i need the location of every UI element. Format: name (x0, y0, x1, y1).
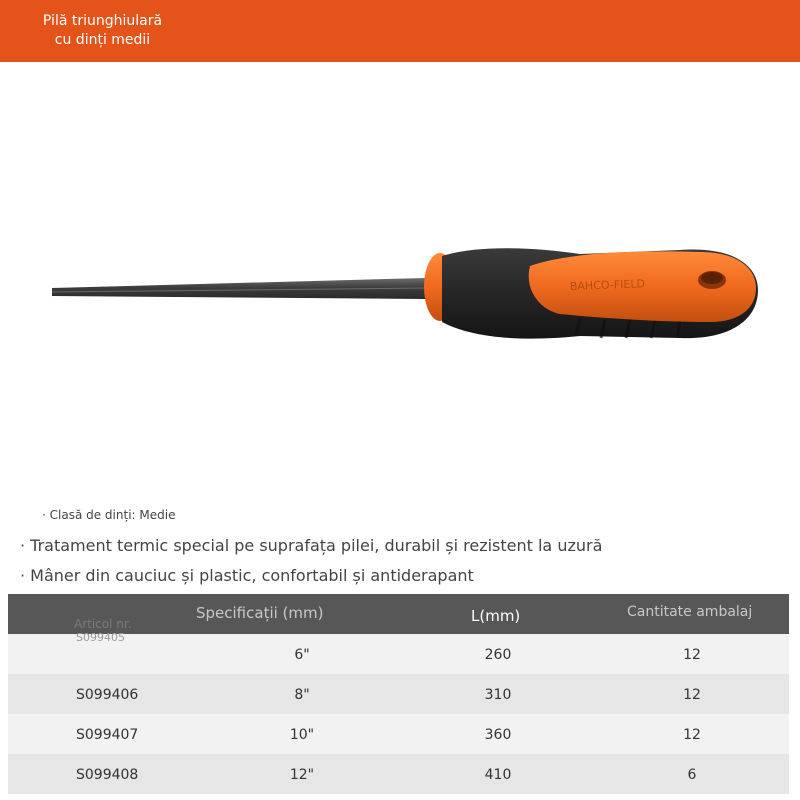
cell-qty: 12 (683, 687, 701, 703)
cell-length: 310 (484, 687, 512, 703)
cell-qty: 12 (683, 647, 701, 663)
cell-spec: 6" (294, 647, 310, 663)
cell-article: S099407 (76, 727, 139, 743)
table-row (8, 631, 789, 674)
brand-text: BAHCO-FIELD (569, 277, 646, 293)
product-title-line2: cu dinți medii (54, 32, 151, 48)
table-header (8, 594, 789, 634)
cell-spec: 10" (289, 727, 315, 743)
product-title-line1: Pilă triunghiulară (42, 13, 163, 29)
product-title (0, 12, 205, 50)
cell-length: 260 (484, 647, 512, 663)
cell-spec: 8" (294, 687, 310, 703)
header-qty: Cantitate ambalaj (627, 604, 753, 620)
header-article: Articol nr. (74, 617, 132, 631)
header-spec: Specificații (mm) (196, 604, 324, 622)
cell-length: 410 (484, 767, 512, 783)
feature-item: · Clasă de dinți: Medie (42, 508, 176, 522)
table-row (8, 754, 789, 794)
cell-qty: 12 (683, 727, 701, 743)
feature-item: · Tratament termic special pe suprafața pilei, durabil și rezistent la uzură (20, 536, 603, 555)
cell-article: S099406 (76, 687, 139, 703)
cell-article: S099405 (76, 631, 125, 644)
feature-item: · Mâner din cauciuc și plastic, confortabil și antiderapant (20, 566, 474, 585)
header-length: L(mm) (471, 607, 521, 625)
cell-qty: 6 (687, 767, 697, 783)
table-row (8, 714, 789, 754)
table-row (8, 674, 789, 714)
triangular-file-image (40, 230, 770, 370)
cell-length: 360 (484, 727, 512, 743)
specifications-table (8, 594, 789, 794)
cell-spec: 12" (289, 767, 315, 783)
header-banner (0, 0, 800, 62)
cell-article: S099408 (76, 767, 139, 783)
